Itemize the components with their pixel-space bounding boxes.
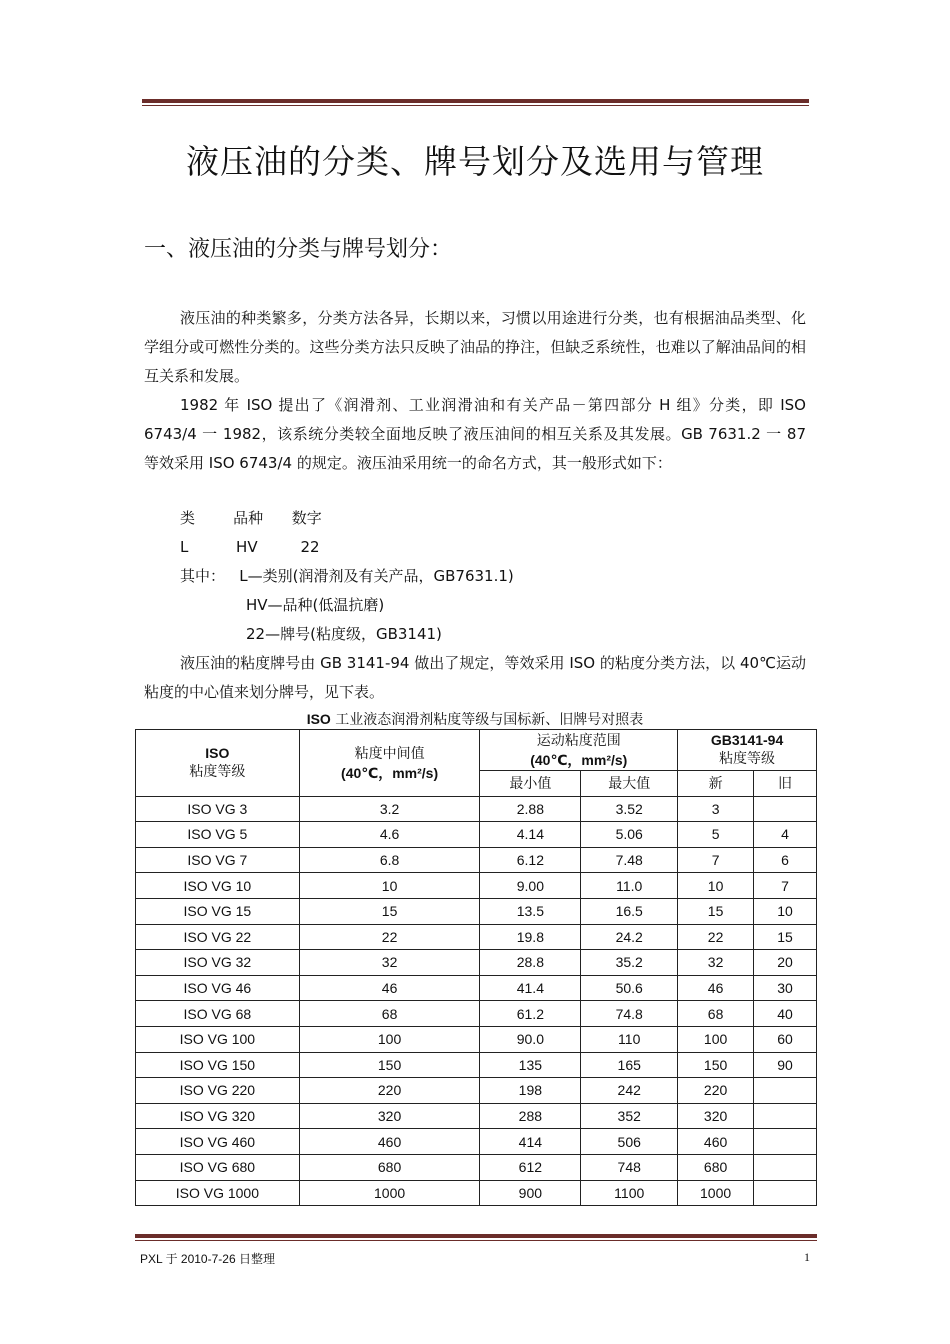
caption-text: 工业液态润滑剂粘度等级与国标新、旧牌号对照表 <box>330 712 644 728</box>
table-cell: 15 <box>678 898 754 924</box>
table-cell: 460 <box>299 1129 480 1155</box>
table-cell: 22 <box>678 924 754 950</box>
table-cell: 68 <box>678 1001 754 1027</box>
table-cell: 3.52 <box>581 796 678 822</box>
paragraph-1 <box>144 304 806 391</box>
header-new: 新 <box>678 771 754 797</box>
table-cell: ISO VG 680 <box>136 1154 300 1180</box>
table-cell: 1000 <box>299 1180 480 1206</box>
table-cell: 506 <box>581 1129 678 1155</box>
table-cell: 3 <box>678 796 754 822</box>
table-row <box>136 975 817 1001</box>
table-cell: 900 <box>480 1180 581 1206</box>
table-cell: 6.8 <box>299 847 480 873</box>
table-cell: 24.2 <box>581 924 678 950</box>
table-cell: 35.2 <box>581 950 678 976</box>
table-row <box>136 847 817 873</box>
table-cell: ISO VG 7 <box>136 847 300 873</box>
explain-line-1: 其中： L—类别(润滑剂及有关产品，GB7631.1) <box>180 567 514 585</box>
table-cell: 680 <box>299 1154 480 1180</box>
table-cell: 288 <box>480 1103 581 1129</box>
table-cell: 90 <box>754 1052 817 1078</box>
table-cell: 612 <box>480 1154 581 1180</box>
header-mid-value: 粘度中间值 (40℃，mm²/s) <box>299 730 480 797</box>
table-cell: 4.6 <box>299 822 480 848</box>
paragraph-2 <box>144 391 806 478</box>
table-cell: ISO VG 1000 <box>136 1180 300 1206</box>
table-cell: ISO VG 32 <box>136 950 300 976</box>
table-cell: 74.8 <box>581 1001 678 1027</box>
table-cell: 7 <box>754 873 817 899</box>
table-cell: ISO VG 220 <box>136 1078 300 1104</box>
table-cell: 100 <box>299 1026 480 1052</box>
table-cell: ISO VG 22 <box>136 924 300 950</box>
table-cell: 15 <box>754 924 817 950</box>
table-cell: 3.2 <box>299 796 480 822</box>
table-cell: ISO VG 15 <box>136 898 300 924</box>
table-cell: 100 <box>678 1026 754 1052</box>
table-cell: 46 <box>678 975 754 1001</box>
table-row <box>136 924 817 950</box>
header-range: 运动粘度范围 (40℃，mm²/s) <box>480 730 678 771</box>
table-cell: 46 <box>299 975 480 1001</box>
paragraph-text: 液压油的粘度牌号由 GB 3141-94 做出了规定，等效采用 ISO 的粘度分类方法，以 40℃运动粘度的中心值来划分牌号，见下表。 <box>144 654 806 701</box>
table-row <box>136 1103 817 1129</box>
table-cell: 220 <box>678 1078 754 1104</box>
table-cell: 16.5 <box>581 898 678 924</box>
table-cell: 4 <box>754 822 817 848</box>
table-cell: 748 <box>581 1154 678 1180</box>
footer-rule <box>135 1234 817 1238</box>
paragraph-3 <box>144 649 806 707</box>
table-cell: 22 <box>299 924 480 950</box>
naming-header: 类 品种 数字 <box>180 509 322 527</box>
table-row <box>136 873 817 899</box>
section-heading: 一、液压油的分类与牌号划分： <box>144 237 453 262</box>
table-cell: 10 <box>299 873 480 899</box>
caption-bold: ISO <box>306 711 331 727</box>
table-cell: 320 <box>299 1103 480 1129</box>
table-cell: 165 <box>581 1052 678 1078</box>
table-cell: 198 <box>480 1078 581 1104</box>
table-cell: ISO VG 3 <box>136 796 300 822</box>
table-cell: 414 <box>480 1129 581 1155</box>
table-cell: ISO VG 100 <box>136 1026 300 1052</box>
document-title: 液压油的分类、牌号划分及选用与管理 <box>186 142 764 181</box>
table-cell: 32 <box>678 950 754 976</box>
paragraph-text: 液压油的种类繁多，分类方法各异，长期以来，习惯以用途进行分类，也有根据油品类型、化学组分或可燃性分类的。这些分类方法只反映了油品的挣注，但缺乏系统性，也难以了解油品间的相互关系和发展。 <box>144 309 806 385</box>
table-cell: 28.8 <box>480 950 581 976</box>
table-cell: ISO VG 320 <box>136 1103 300 1129</box>
table-row <box>136 1129 817 1155</box>
table-cell: ISO VG 460 <box>136 1129 300 1155</box>
table-cell <box>754 796 817 822</box>
table-row <box>136 1052 817 1078</box>
table-cell: 110 <box>581 1026 678 1052</box>
table-cell: 150 <box>299 1052 480 1078</box>
table-cell: ISO VG 68 <box>136 1001 300 1027</box>
table-cell <box>754 1103 817 1129</box>
table-cell <box>754 1180 817 1206</box>
table-cell: 6 <box>754 847 817 873</box>
table-cell: 7 <box>678 847 754 873</box>
table-cell: 13.5 <box>480 898 581 924</box>
table-cell: ISO VG 5 <box>136 822 300 848</box>
table-cell: 9.00 <box>480 873 581 899</box>
table-cell: 352 <box>581 1103 678 1129</box>
footer-rule-thin <box>135 1240 817 1241</box>
table-row <box>136 950 817 976</box>
table-cell: 41.4 <box>480 975 581 1001</box>
table-cell: 11.0 <box>581 873 678 899</box>
table-cell: 68 <box>299 1001 480 1027</box>
table-cell: 320 <box>678 1103 754 1129</box>
table-row <box>136 822 817 848</box>
table-cell: 680 <box>678 1154 754 1180</box>
table-cell: 90.0 <box>480 1026 581 1052</box>
table-cell: 2.88 <box>480 796 581 822</box>
table-cell: 4.14 <box>480 822 581 848</box>
naming-example: L HV 22 <box>180 538 320 556</box>
table-row <box>136 1180 817 1206</box>
table-cell <box>754 1078 817 1104</box>
table-cell: 1000 <box>678 1180 754 1206</box>
table-cell: 5 <box>678 822 754 848</box>
header-rule-thin <box>142 105 809 106</box>
table-cell: 19.8 <box>480 924 581 950</box>
table-cell: 40 <box>754 1001 817 1027</box>
table-cell: 32 <box>299 950 480 976</box>
table-cell: 460 <box>678 1129 754 1155</box>
table-cell: 5.06 <box>581 822 678 848</box>
header-max: 最大值 <box>581 771 678 797</box>
table-cell: 10 <box>754 898 817 924</box>
table-cell: 15 <box>299 898 480 924</box>
table-cell: 220 <box>299 1078 480 1104</box>
header-rule <box>142 99 809 103</box>
header-gb: GB3141-94 粘度等级 <box>678 730 817 771</box>
table-row <box>136 1154 817 1180</box>
table-row <box>136 1078 817 1104</box>
table-cell: 60 <box>754 1026 817 1052</box>
table-row <box>136 1001 817 1027</box>
table-cell <box>754 1154 817 1180</box>
table-cell <box>754 1129 817 1155</box>
viscosity-grade-table <box>135 729 817 1206</box>
table-cell: 30 <box>754 975 817 1001</box>
table-cell: 7.48 <box>581 847 678 873</box>
table-cell: ISO VG 46 <box>136 975 300 1001</box>
table-cell: 20 <box>754 950 817 976</box>
footer-note: PXL 于 2010-7-26 日整理 <box>140 1252 275 1266</box>
table-cell: 6.12 <box>480 847 581 873</box>
table-cell: ISO VG 150 <box>136 1052 300 1078</box>
explain-line-2: HV—品种(低温抗磨) <box>246 596 385 614</box>
table-cell: 242 <box>581 1078 678 1104</box>
explain-line-3: 22—牌号(粘度级，GB3141) <box>246 625 442 643</box>
paragraph-text: 1982 年 ISO 提出了《润滑剂、工业润滑油和有关产品－第四部分 H 组》分类，即 ISO 6743/4 一 1982，该系统分类较全面地反映了液压油间的相互关系及其发展。GB 7631.2 一 87 等效采用 ISO 6743/4 的规定。液压油采用统一的命名方式，其一般形式如下： <box>144 396 806 472</box>
table-body <box>136 796 817 1206</box>
header-min: 最小值 <box>480 771 581 797</box>
header-iso: ISO 粘度等级 <box>136 730 300 797</box>
table-cell: 150 <box>678 1052 754 1078</box>
table-row <box>136 1026 817 1052</box>
table-cell: 50.6 <box>581 975 678 1001</box>
page-number: 1 <box>804 1250 810 1264</box>
table-cell: 135 <box>480 1052 581 1078</box>
table-caption <box>0 709 950 729</box>
table-row <box>136 898 817 924</box>
table-cell: 10 <box>678 873 754 899</box>
table-cell: 61.2 <box>480 1001 581 1027</box>
table-row <box>136 796 817 822</box>
table-cell: 1100 <box>581 1180 678 1206</box>
table-cell: ISO VG 10 <box>136 873 300 899</box>
header-old: 旧 <box>754 771 817 797</box>
